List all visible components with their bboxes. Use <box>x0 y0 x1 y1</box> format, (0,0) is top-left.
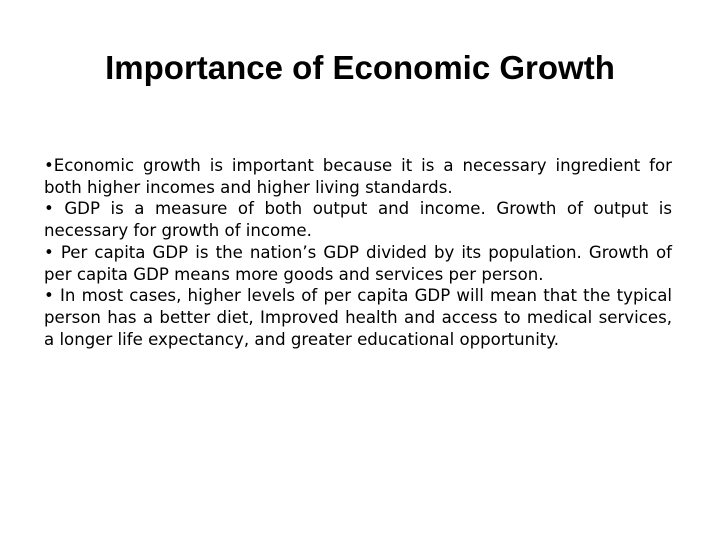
slide-title: Importance of Economic Growth <box>105 49 615 86</box>
bullet-paragraph: • In most cases, higher levels of per capita GDP will mean that the typical person has a better diet, Improved health and access to medical services, a longer life expectancy, and greater educational opportunity. <box>44 286 672 349</box>
slide-body <box>44 155 672 350</box>
bullet-paragraph: •Economic growth is important because it is a necessary ingredient for both higher incomes and higher living standards. <box>44 156 672 197</box>
bullet-paragraph: • GDP is a measure of both output and income. Growth of output is necessary for growth of income. <box>44 199 672 241</box>
bullet-paragraph: • Per capita GDP is the nation’s GDP divided by its population. Growth of per capita GDP means more goods and services per person. <box>44 242 672 284</box>
